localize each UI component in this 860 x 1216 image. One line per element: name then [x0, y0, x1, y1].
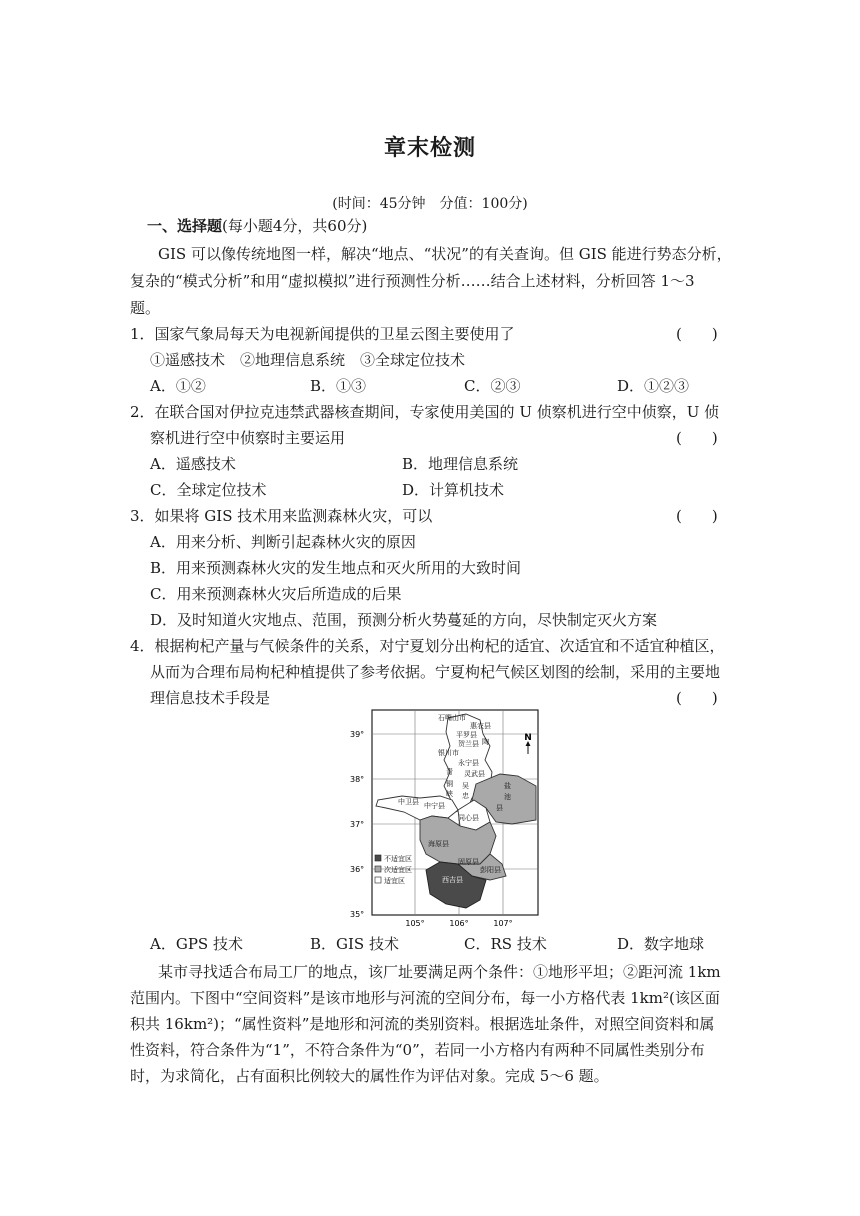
place-xia: 峡 [446, 790, 453, 798]
place-chi: 池 [504, 793, 511, 801]
lon-label-106: 106° [449, 919, 469, 928]
place-yan: 盐 [504, 782, 511, 790]
q2-answer-paren: ( ) [676, 429, 718, 447]
lat-label-38: 38° [350, 775, 365, 784]
place-guyuan: 固原县 [458, 858, 479, 866]
q1-items: ①遥感技术 ②地理信息系统 ③全球定位技术 [150, 351, 466, 369]
q4-option-d: D．数字地球 [617, 935, 705, 953]
q2-option-d: D．计算机技术 [402, 481, 505, 499]
q4-answer-paren: ( ) [676, 689, 718, 707]
passage-line-2: 范围内。下图中“空间资料”是该市地形与河流的空间分布，每一小方格代表 1km²(该区面 [130, 989, 720, 1007]
place-yinchuan: 银川市 [438, 749, 459, 757]
legend-swatch-unsuitable [375, 855, 381, 861]
q1-stem: 1．国家气象局每天为电视新闻提供的卫星云图主要使用了 [130, 325, 515, 343]
place-haiyuan: 海原县 [428, 840, 449, 848]
lat-label-39: 39° [350, 730, 365, 739]
lon-label-105: 105° [405, 919, 425, 928]
place-huinong: 惠农县 [470, 722, 491, 730]
q3-option-b: B．用来预测森林火灾的发生地点和灭火所用的大致时间 [150, 559, 522, 577]
q1-option-c: C．②③ [464, 377, 521, 395]
place-pingluo: 平罗县 [456, 731, 477, 739]
lon-label-107: 107° [493, 919, 513, 928]
q2-option-b: B．地理信息系统 [402, 455, 519, 473]
legend-secondary: 次适宜区 [384, 866, 412, 874]
place-shizuishan: 石嘴山市 [438, 714, 466, 722]
place-tong: 铜 [446, 780, 453, 788]
passage-line-5: 时，为求简化，占有面积比例较大的属性作为评估对象。完成 5～6 题。 [130, 1067, 609, 1085]
place-helan: 贺兰县 [458, 740, 479, 748]
place-pengyang: 彭阳县 [480, 866, 501, 874]
q2-option-a: A．遥感技术 [150, 455, 236, 473]
place-zhongwei: 中卫县 [398, 798, 419, 806]
q1-option-d: D．①②③ [617, 377, 690, 395]
place-zhong: 忠 [462, 792, 469, 800]
section-heading [147, 215, 367, 237]
lat-label-36: 36° [350, 865, 365, 874]
q2-stem-line-2: 察机进行空中侦察时主要运用 [150, 429, 346, 447]
q3-option-c: C．用来预测森林火灾后所造成的后果 [150, 585, 402, 603]
q3-option-a: A．用来分析、判断引起森林火灾的原因 [150, 533, 416, 551]
legend-swatch-suitable [375, 877, 381, 883]
place-wu: 吴 [462, 782, 469, 790]
page-title: 章末检测 [383, 136, 476, 161]
intro-line-2: 复杂的“模式分析”和用“虚拟模拟”进行预测性分析……结合上述材料，分析回答 1～3 [130, 272, 695, 290]
legend-suitable: 适宜区 [384, 877, 405, 885]
passage-line-4: 性资料，符合条件为“1”，不符合条件为“0”，若同一小方格内有两种不同属性类别分布 [130, 1041, 705, 1059]
q1-answer-paren: ( ) [676, 325, 718, 343]
north-label: N [524, 733, 532, 743]
q3-option-d: D．及时知道火灾地点、范围，预测分析火势蔓延的方向，尽快制定灭火方案 [150, 611, 658, 629]
q3-stem: 3．如果将 GIS 技术用来监测森林火灾，可以 [130, 507, 433, 525]
legend-unsuitable: 不适宜区 [384, 855, 412, 863]
place-tongxin: 同心县 [458, 814, 479, 822]
place-yongning: 永宁县 [458, 759, 479, 767]
place-lingwu: 灵武县 [464, 770, 485, 778]
place-tao: 陶 [482, 738, 489, 746]
q4-stem-line-1: 4．根据枸杞产量与气候条件的关系，对宁夏划分出枸杞的适宜、次适宜和不适宜种植区， [130, 637, 725, 655]
section-note: (每小题4分，共60分) [222, 217, 368, 235]
q3-answer-paren: ( ) [676, 507, 718, 525]
q4-stem-line-2: 从而为合理布局枸杞种植提供了参考依据。宁夏枸杞气候区划图的绘制，采用的主要地 [150, 663, 721, 681]
q2-stem-line-1: 2．在联合国对伊拉克违禁武器核查期间，专家使用美国的 U 侦察机进行空中侦察，U 侦 [130, 403, 720, 421]
place-xian: 县 [496, 804, 503, 812]
lat-label-37: 37° [350, 820, 365, 829]
intro-line-3: 题。 [130, 299, 161, 317]
q4-option-a: A．GPS 技术 [150, 935, 243, 953]
section-title: 一、选择题 [147, 217, 223, 235]
q4-option-b: B．GIS 技术 [310, 935, 399, 953]
lat-label-35: 35° [350, 910, 365, 919]
q2-option-c: C．全球定位技术 [150, 481, 267, 499]
q4-option-c: C．RS 技术 [464, 935, 547, 953]
q4-stem-line-3: 理信息技术手段是 [150, 689, 271, 707]
place-xiji: 西吉县 [442, 876, 463, 884]
intro-line-1: GIS 可以像传统地图一样，解决“地点、“状况”的有关查询。但 GIS 能进行势态分析， [158, 245, 732, 263]
passage-line-1: 某市寻找适合布局工厂的地点，该厂址要满足两个条件：①地形平坦；②距河流 1km [158, 963, 721, 981]
place-zhongning: 中宁县 [424, 802, 445, 810]
q1-option-b: B．①③ [310, 377, 367, 395]
legend-swatch-secondary [375, 866, 381, 872]
ningxia-climate-zoning-map [340, 704, 550, 930]
passage-line-3: 积共 16km²)；“属性资料”是地形和河流的类别资料。根据选址条件，对照空间资料和属 [130, 1015, 715, 1033]
exam-info: (时间：45分钟 分值：100分) [332, 196, 528, 212]
q1-option-a: A．①② [150, 377, 206, 395]
place-qing: 青 [446, 768, 453, 776]
